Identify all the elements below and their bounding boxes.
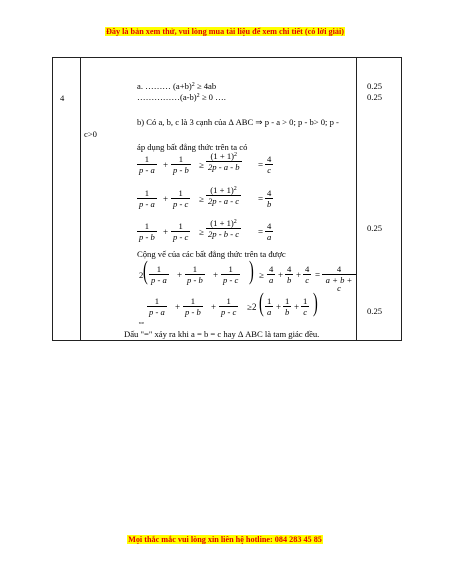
ge-sign: ≥ bbox=[259, 270, 264, 280]
score-part-a-2: 0.25 bbox=[367, 92, 383, 102]
plus-sign: + bbox=[278, 270, 284, 280]
ge-sign: ≥ bbox=[199, 160, 204, 170]
solution-cell bbox=[81, 58, 357, 341]
eq-sign: = bbox=[315, 270, 321, 280]
fraction-1-over-p-c: $\frac{1}{p - c}$ bbox=[223, 264, 239, 285]
plus-sign: + bbox=[211, 302, 217, 312]
fraction-1-over-p-a: $\frac{1}{p - a}$ bbox=[149, 296, 165, 317]
plus-sign: + bbox=[163, 194, 169, 204]
preview-banner-text: Đây là bản xem thử, vui lòng mua tài liệu để xem chi tiết (có lời giải) bbox=[105, 27, 344, 36]
plus-sign: + bbox=[163, 227, 169, 237]
fraction-sq-over-2p-a-b: $\frac{(1 + 1)^2}{2p - a - b}$ bbox=[208, 151, 240, 172]
fraction-1-over-b: $\frac{1}{b}$ bbox=[285, 296, 290, 317]
fraction-4-over-a: $\frac{4}{a}$ bbox=[267, 221, 272, 242]
fraction-4-over-b: $\frac{4}{b}$ bbox=[267, 188, 272, 209]
apply-text: áp dụng bất đẳng thức trên ta có bbox=[137, 142, 248, 152]
score-cell bbox=[357, 58, 402, 341]
part-a-line-1: a. ……… $(a+b)^2 \ge 4ab$ bbox=[137, 81, 217, 91]
question-number-cell bbox=[53, 58, 81, 341]
fraction-1-over-a: $\frac{1}{a}$ bbox=[267, 296, 272, 317]
fraction-1-over-p-a: $\frac{1}{p - a}$ bbox=[151, 264, 167, 285]
answer-table bbox=[52, 57, 402, 341]
fraction-4-over-c: $\frac{4}{c}$ bbox=[305, 264, 310, 285]
plus-sign: + bbox=[294, 302, 300, 312]
plus-sign: + bbox=[177, 270, 183, 280]
ge-sign: ≥ bbox=[199, 227, 204, 237]
eq-sign: = bbox=[258, 227, 264, 237]
coefficient-two: 2 bbox=[139, 270, 144, 280]
plus-sign: + bbox=[296, 270, 302, 280]
plus-sign: + bbox=[276, 302, 282, 312]
right-paren: ) bbox=[312, 288, 318, 317]
fraction-1-over-c: $\frac{1}{c}$ bbox=[303, 296, 308, 317]
fraction-1-over-p-c: $\frac{1}{p - c}$ bbox=[173, 188, 189, 209]
right-paren: ) bbox=[248, 256, 254, 285]
part-a-line-2: $\dots\dots\dots\dots\dots(a-b)^2 \ge 0$ …. bbox=[137, 92, 226, 102]
left-paren: ( bbox=[258, 288, 264, 317]
hotline-banner bbox=[0, 535, 450, 544]
question-number: 4 bbox=[60, 93, 65, 103]
fraction-4-over-c: $\frac{4}{c}$ bbox=[267, 154, 272, 175]
ge-two-sign: ≥2 bbox=[247, 302, 257, 312]
part-b-intro: b) Có a, b, c là 3 cạnh của Δ ABC ⇒ p - a > 0; p - b> 0; p - bbox=[137, 117, 339, 127]
sum-text: Cộng vế của các bất đẳng thức trên ta được bbox=[137, 249, 286, 259]
plus-sign: + bbox=[163, 160, 169, 170]
part-b-intro-cont: c>0 bbox=[84, 129, 97, 139]
fraction-sq-over-2p-a-c: $\frac{(1 + 1)^2}{2p - a - c}$ bbox=[208, 185, 240, 206]
left-paren: ( bbox=[142, 256, 148, 285]
fraction-sq-over-2p-b-c: $\frac{(1 + 1)^2}{2p - b - c}$ bbox=[208, 218, 240, 239]
eq-sign: = bbox=[258, 160, 264, 170]
fraction-4-over-b: $\frac{4}{b}$ bbox=[287, 264, 292, 285]
fraction-1-over-p-b: $\frac{1}{p - b}$ bbox=[187, 264, 203, 285]
conclusion-text: Dấu "=" xảy ra khi a = b = c hay Δ ABC là tam giác đều. bbox=[124, 329, 320, 339]
fraction-4-over-a: $\frac{4}{a}$ bbox=[269, 264, 274, 285]
score-part-b-1: 0.25 bbox=[367, 223, 383, 233]
fraction-4-over-abc: $\frac{4}{a + b + c}$ bbox=[322, 265, 356, 293]
equivalence-arrow: ⇔ bbox=[137, 317, 146, 327]
fraction-1-over-p-c: $\frac{1}{p - c}$ bbox=[173, 221, 189, 242]
plus-sign: + bbox=[175, 302, 181, 312]
fraction-1-over-p-b: $\frac{1}{p - b}$ bbox=[139, 221, 155, 242]
score-part-b-2: 0.25 bbox=[367, 306, 383, 316]
ge-sign: ≥ bbox=[199, 194, 204, 204]
fraction-1-over-p-a: $\frac{1}{p - a}$ bbox=[139, 154, 155, 175]
fraction-1-over-p-c: $\frac{1}{p - c}$ bbox=[221, 296, 237, 317]
fraction-1-over-p-b: $\frac{1}{p - b}$ bbox=[185, 296, 201, 317]
score-part-a-1: 0.25 bbox=[367, 81, 383, 91]
fraction-1-over-p-b: $\frac{1}{p - b}$ bbox=[173, 154, 189, 175]
answer-row bbox=[53, 58, 402, 341]
fraction-1-over-p-a: $\frac{1}{p - a}$ bbox=[139, 188, 155, 209]
hotline-banner-text: Mọi thắc mắc vui lòng xin liên hệ hotline: 084 283 45 85 bbox=[128, 535, 322, 544]
eq-sign: = bbox=[258, 194, 264, 204]
preview-banner bbox=[0, 27, 450, 36]
plus-sign: + bbox=[213, 270, 219, 280]
